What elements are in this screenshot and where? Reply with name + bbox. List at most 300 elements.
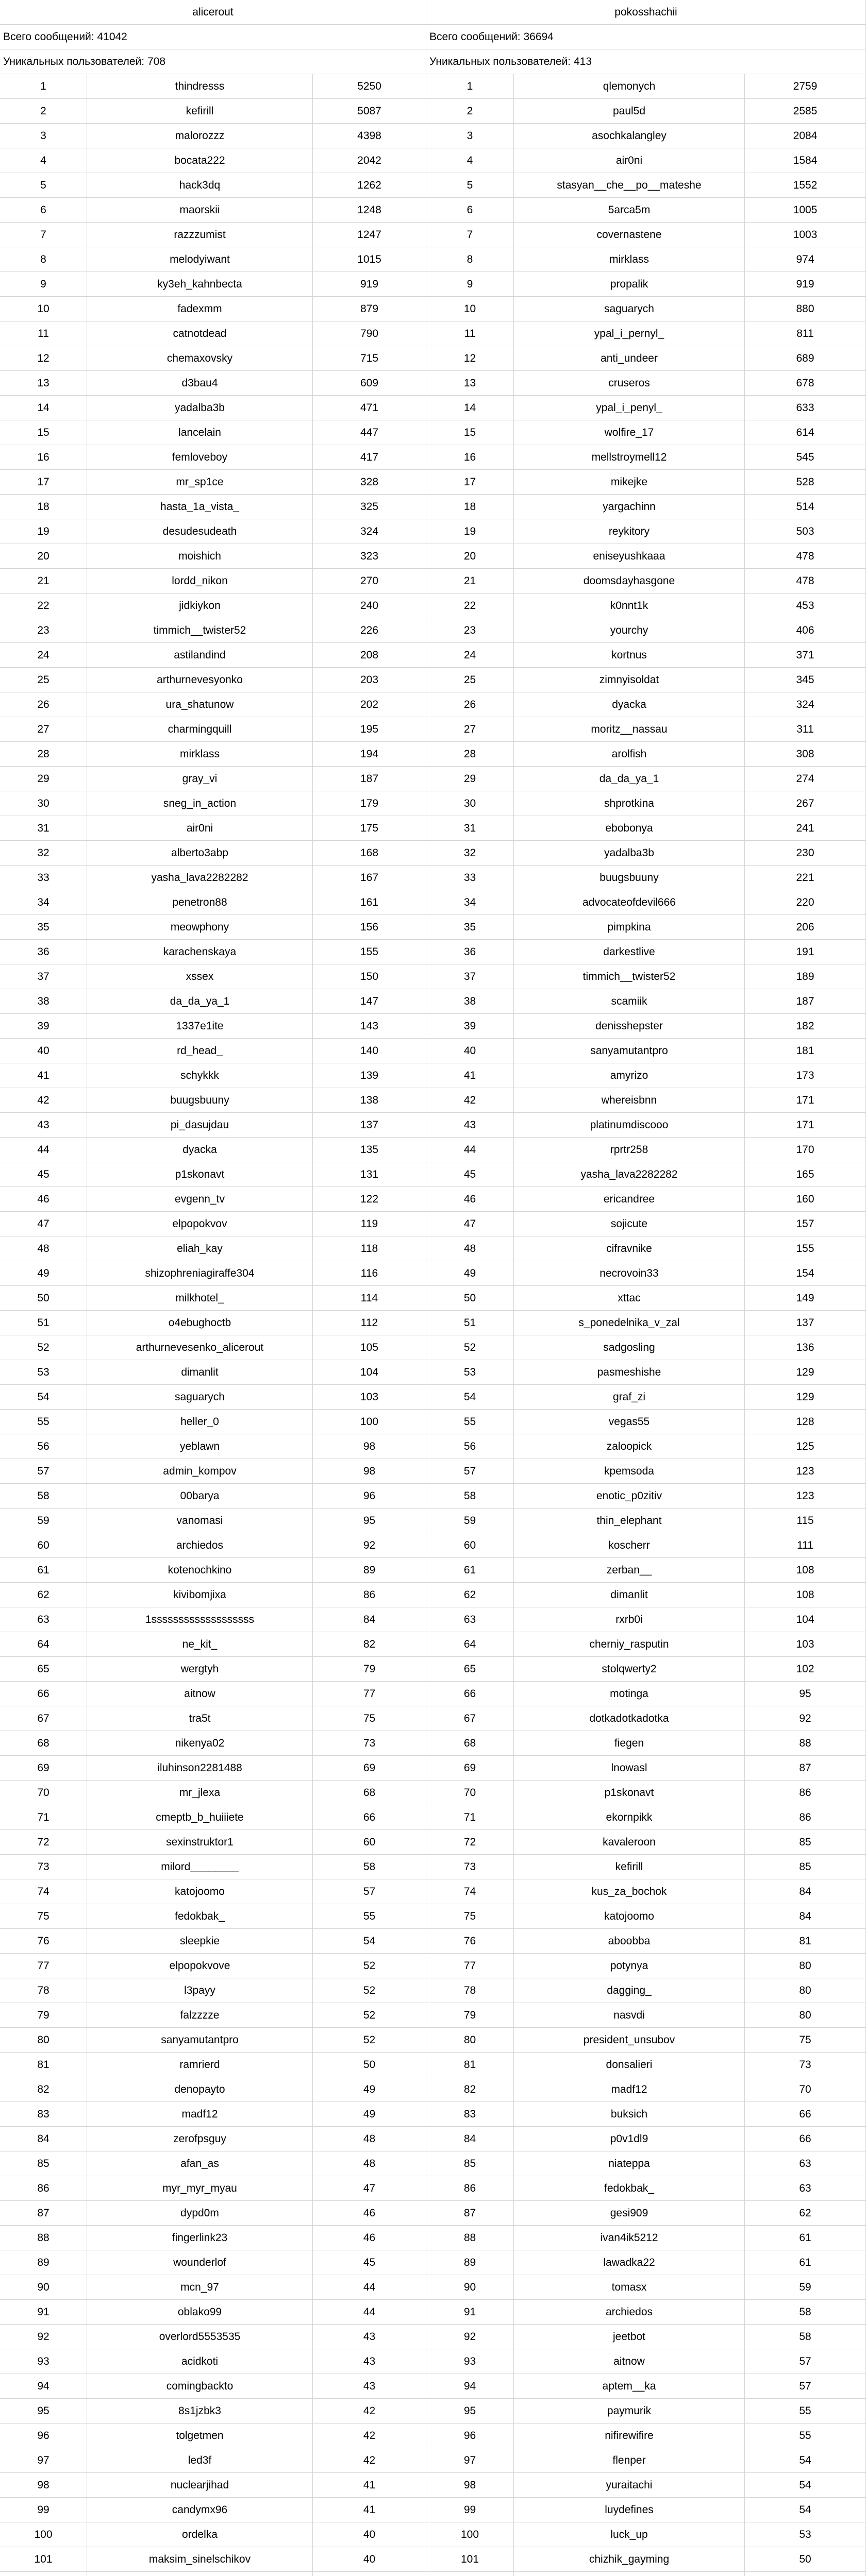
username-cell[interactable]: alberto3abp bbox=[87, 841, 313, 866]
rank-cell[interactable]: 41 bbox=[426, 1063, 514, 1088]
rank-cell[interactable]: 78 bbox=[426, 1978, 514, 2003]
username-cell[interactable]: vanomasi bbox=[87, 1509, 313, 1533]
message-count-cell[interactable]: 122 bbox=[313, 1187, 426, 1212]
rank-cell[interactable]: 24 bbox=[426, 643, 514, 668]
rank-cell[interactable]: 51 bbox=[0, 1311, 87, 1335]
rank-cell[interactable]: 88 bbox=[0, 2226, 87, 2250]
message-count-cell[interactable]: 136 bbox=[745, 1335, 866, 1360]
message-count-cell[interactable]: 478 bbox=[745, 544, 866, 569]
username-cell[interactable]: flenper bbox=[514, 2448, 745, 2473]
username-cell[interactable]: fingerlink23 bbox=[87, 2226, 313, 2250]
rank-cell[interactable]: 81 bbox=[426, 2053, 514, 2077]
username-cell[interactable]: saguarych bbox=[87, 1385, 313, 1410]
username-cell[interactable]: katojoomo bbox=[514, 1904, 745, 1929]
username-cell[interactable]: cmeptb_b_huiiiete bbox=[87, 1805, 313, 1830]
username-cell[interactable]: nuclearjihad bbox=[87, 2473, 313, 2498]
username-cell[interactable]: nikenya02 bbox=[87, 1731, 313, 1756]
message-count-cell[interactable]: 66 bbox=[745, 2102, 866, 2127]
message-count-cell[interactable]: 66 bbox=[313, 1805, 426, 1830]
message-count-cell[interactable]: 86 bbox=[313, 1583, 426, 1607]
username-cell[interactable]: eliah_kay bbox=[87, 1236, 313, 1261]
username-cell[interactable]: 1337e1ite bbox=[87, 1014, 313, 1039]
rank-cell[interactable]: 75 bbox=[426, 1904, 514, 1929]
username-cell[interactable]: kortnus bbox=[514, 643, 745, 668]
username-cell[interactable]: d3bau4 bbox=[87, 371, 313, 396]
message-count-cell[interactable]: 195 bbox=[313, 717, 426, 742]
message-count-cell[interactable]: 108 bbox=[745, 1583, 866, 1607]
message-count-cell[interactable]: 447 bbox=[313, 420, 426, 445]
rank-cell[interactable]: 44 bbox=[0, 1138, 87, 1162]
message-count-cell[interactable]: 171 bbox=[745, 1088, 866, 1113]
rank-cell[interactable]: 79 bbox=[426, 2003, 514, 2028]
message-count-cell[interactable]: 89 bbox=[313, 1558, 426, 1583]
rank-cell[interactable]: 55 bbox=[426, 1410, 514, 1434]
rank-cell[interactable]: 22 bbox=[0, 594, 87, 618]
rank-cell[interactable]: 4 bbox=[426, 148, 514, 173]
rank-cell[interactable]: 65 bbox=[0, 1657, 87, 1682]
message-count-cell[interactable]: 61 bbox=[745, 2226, 866, 2250]
message-count-cell[interactable]: 175 bbox=[313, 816, 426, 841]
rank-cell[interactable]: 73 bbox=[0, 1855, 87, 1879]
message-count-cell[interactable]: 92 bbox=[745, 1706, 866, 1731]
message-count-cell[interactable]: 70 bbox=[745, 2077, 866, 2102]
username-cell[interactable]: p1skonavt bbox=[514, 1781, 745, 1805]
rank-cell[interactable]: 100 bbox=[426, 2522, 514, 2547]
message-count-cell[interactable]: 324 bbox=[745, 692, 866, 717]
rank-cell[interactable]: 67 bbox=[0, 1706, 87, 1731]
rank-cell[interactable]: 71 bbox=[426, 1805, 514, 1830]
rank-cell[interactable]: 48 bbox=[426, 1236, 514, 1261]
message-count-cell[interactable]: 528 bbox=[745, 470, 866, 495]
message-count-cell[interactable]: 2042 bbox=[313, 148, 426, 173]
rank-cell[interactable]: 17 bbox=[426, 470, 514, 495]
rank-cell[interactable]: 33 bbox=[0, 866, 87, 890]
message-count-cell[interactable]: 54 bbox=[745, 2498, 866, 2522]
message-count-cell[interactable]: 87 bbox=[745, 1756, 866, 1781]
message-count-cell[interactable]: 1584 bbox=[745, 148, 866, 173]
rank-cell[interactable]: 10 bbox=[426, 297, 514, 321]
rank-cell[interactable]: 33 bbox=[426, 866, 514, 890]
username-cell[interactable]: potynya bbox=[514, 1954, 745, 1978]
message-count-cell[interactable]: 147 bbox=[313, 989, 426, 1014]
rank-cell[interactable]: 81 bbox=[0, 2053, 87, 2077]
username-cell[interactable]: penetron88 bbox=[87, 890, 313, 915]
rank-cell[interactable]: 8 bbox=[426, 247, 514, 272]
rank-cell[interactable]: 11 bbox=[0, 321, 87, 346]
rank-cell[interactable]: 82 bbox=[426, 2077, 514, 2102]
rank-cell[interactable]: 39 bbox=[426, 1014, 514, 1039]
message-count-cell[interactable]: 55 bbox=[313, 1904, 426, 1929]
message-count-cell[interactable]: 230 bbox=[745, 841, 866, 866]
rank-cell[interactable]: 60 bbox=[426, 1533, 514, 1558]
message-count-cell[interactable]: 57 bbox=[745, 2374, 866, 2399]
message-count-cell[interactable]: 1552 bbox=[745, 173, 866, 198]
rank-cell[interactable]: 32 bbox=[0, 841, 87, 866]
username-cell[interactable]: sanyamutantpro bbox=[87, 2028, 313, 2053]
username-cell[interactable]: sadgosling bbox=[514, 1335, 745, 1360]
rank-cell[interactable]: 25 bbox=[0, 668, 87, 692]
rank-cell[interactable]: 39 bbox=[0, 1014, 87, 1039]
message-count-cell[interactable]: 137 bbox=[745, 1311, 866, 1335]
rank-cell[interactable]: 14 bbox=[0, 396, 87, 420]
channel-title[interactable]: pokosshachii bbox=[426, 0, 866, 25]
username-cell[interactable]: sojicute bbox=[514, 1212, 745, 1236]
rank-cell[interactable]: 19 bbox=[426, 519, 514, 544]
username-cell[interactable]: hack3dq bbox=[87, 173, 313, 198]
message-count-cell[interactable]: 52 bbox=[313, 2028, 426, 2053]
message-count-cell[interactable]: 324 bbox=[313, 519, 426, 544]
message-count-cell[interactable]: 187 bbox=[313, 767, 426, 791]
rank-cell[interactable]: 62 bbox=[426, 1583, 514, 1607]
username-cell[interactable]: falzzzze bbox=[87, 2003, 313, 2028]
message-count-cell[interactable]: 86 bbox=[745, 1781, 866, 1805]
username-cell[interactable]: mcn_97 bbox=[87, 2275, 313, 2300]
message-count-cell[interactable]: 715 bbox=[313, 346, 426, 371]
username-cell[interactable]: timmich__twister52 bbox=[514, 964, 745, 989]
username-cell[interactable]: kavaleroon bbox=[514, 1830, 745, 1855]
message-count-cell[interactable]: 614 bbox=[745, 420, 866, 445]
message-count-cell[interactable]: 73 bbox=[313, 1731, 426, 1756]
message-count-cell[interactable]: 138 bbox=[313, 1088, 426, 1113]
username-cell[interactable]: iluhinson2281488 bbox=[87, 1756, 313, 1781]
username-cell[interactable]: katojoomo bbox=[87, 1879, 313, 1904]
rank-cell[interactable]: 18 bbox=[0, 495, 87, 519]
rank-cell[interactable]: 21 bbox=[426, 569, 514, 594]
rank-cell[interactable]: 52 bbox=[426, 1335, 514, 1360]
username-cell[interactable]: archiedos bbox=[87, 1533, 313, 1558]
message-count-cell[interactable]: 879 bbox=[313, 297, 426, 321]
username-cell[interactable]: moritz__nassau bbox=[514, 717, 745, 742]
username-cell[interactable]: arthurnevesyonko bbox=[87, 668, 313, 692]
rank-cell[interactable]: 30 bbox=[426, 791, 514, 816]
message-count-cell[interactable]: 66 bbox=[745, 2127, 866, 2151]
username-cell[interactable]: maorskii bbox=[87, 198, 313, 223]
rank-cell[interactable]: 61 bbox=[0, 1558, 87, 1583]
rank-cell[interactable]: 48 bbox=[0, 1236, 87, 1261]
message-count-cell[interactable]: 1005 bbox=[745, 198, 866, 223]
username-cell[interactable]: acidkoti bbox=[87, 2349, 313, 2374]
message-count-cell[interactable]: 311 bbox=[745, 717, 866, 742]
username-cell[interactable] bbox=[87, 2572, 313, 2576]
username-cell[interactable]: comingbackto bbox=[87, 2374, 313, 2399]
username-cell[interactable]: zimnyisoldat bbox=[514, 668, 745, 692]
rank-cell[interactable]: 97 bbox=[426, 2448, 514, 2473]
rank-cell[interactable]: 66 bbox=[426, 1682, 514, 1706]
rank-cell[interactable]: 94 bbox=[0, 2374, 87, 2399]
message-count-cell[interactable]: 50 bbox=[313, 2053, 426, 2077]
rank-cell[interactable]: 3 bbox=[426, 124, 514, 148]
message-count-cell[interactable]: 203 bbox=[313, 668, 426, 692]
rank-cell[interactable]: 62 bbox=[0, 1583, 87, 1607]
username-cell[interactable]: overlord5553535 bbox=[87, 2325, 313, 2349]
username-cell[interactable]: scamiik bbox=[514, 989, 745, 1014]
username-cell[interactable]: buugsbuuny bbox=[514, 866, 745, 890]
username-cell[interactable]: madf12 bbox=[87, 2102, 313, 2127]
rank-cell[interactable]: 2 bbox=[426, 99, 514, 124]
username-cell[interactable]: xssex bbox=[87, 964, 313, 989]
username-cell[interactable]: afan_as bbox=[87, 2151, 313, 2176]
message-count-cell[interactable]: 140 bbox=[313, 1039, 426, 1063]
rank-cell[interactable]: 64 bbox=[426, 1632, 514, 1657]
username-cell[interactable]: bocata222 bbox=[87, 148, 313, 173]
message-count-cell[interactable]: 678 bbox=[745, 371, 866, 396]
message-count-cell[interactable]: 241 bbox=[745, 816, 866, 841]
rank-cell[interactable]: 1 bbox=[0, 74, 87, 99]
message-count-cell[interactable]: 115 bbox=[745, 1509, 866, 1533]
message-count-cell[interactable]: 189 bbox=[745, 964, 866, 989]
username-cell[interactable]: gray_vi bbox=[87, 767, 313, 791]
message-count-cell[interactable] bbox=[313, 2572, 426, 2576]
username-cell[interactable]: mellstroymell12 bbox=[514, 445, 745, 470]
message-count-cell[interactable]: 46 bbox=[313, 2226, 426, 2250]
rank-cell[interactable]: 1 bbox=[426, 74, 514, 99]
message-count-cell[interactable]: 114 bbox=[313, 1286, 426, 1311]
username-cell[interactable]: lawadka22 bbox=[514, 2250, 745, 2275]
rank-cell[interactable]: 63 bbox=[0, 1607, 87, 1632]
rank-cell[interactable]: 82 bbox=[0, 2077, 87, 2102]
message-count-cell[interactable]: 1248 bbox=[313, 198, 426, 223]
username-cell[interactable]: aboobba bbox=[514, 1929, 745, 1954]
username-cell[interactable]: milord________ bbox=[87, 1855, 313, 1879]
message-count-cell[interactable]: 43 bbox=[313, 2325, 426, 2349]
message-count-cell[interactable]: 150 bbox=[313, 964, 426, 989]
username-cell[interactable]: paymurik bbox=[514, 2399, 745, 2424]
username-cell[interactable]: covernastene bbox=[514, 223, 745, 247]
rank-cell[interactable]: 46 bbox=[0, 1187, 87, 1212]
username-cell[interactable]: mirklass bbox=[514, 247, 745, 272]
username-cell[interactable]: tolgetmen bbox=[87, 2424, 313, 2448]
rank-cell[interactable]: 28 bbox=[0, 742, 87, 767]
rank-cell[interactable]: 11 bbox=[426, 321, 514, 346]
message-count-cell[interactable]: 119 bbox=[313, 1212, 426, 1236]
rank-cell[interactable]: 34 bbox=[426, 890, 514, 915]
rank-cell[interactable]: 85 bbox=[426, 2151, 514, 2176]
message-count-cell[interactable]: 44 bbox=[313, 2300, 426, 2325]
message-count-cell[interactable]: 80 bbox=[745, 1954, 866, 1978]
username-cell[interactable]: mr_jlexa bbox=[87, 1781, 313, 1805]
rank-cell[interactable]: 54 bbox=[426, 1385, 514, 1410]
rank-cell[interactable]: 98 bbox=[0, 2473, 87, 2498]
rank-cell[interactable]: 29 bbox=[426, 767, 514, 791]
rank-cell[interactable]: 99 bbox=[0, 2498, 87, 2522]
username-cell[interactable]: jidkiykon bbox=[87, 594, 313, 618]
username-cell[interactable]: buugsbuuny bbox=[87, 1088, 313, 1113]
rank-cell[interactable]: 54 bbox=[0, 1385, 87, 1410]
message-count-cell[interactable]: 79 bbox=[313, 1657, 426, 1682]
username-cell[interactable]: ura_shatunow bbox=[87, 692, 313, 717]
username-cell[interactable]: 00barya bbox=[87, 1484, 313, 1509]
rank-cell[interactable]: 74 bbox=[0, 1879, 87, 1904]
username-cell[interactable]: s_ponedelnika_v_zal bbox=[514, 1311, 745, 1335]
message-count-cell[interactable]: 53 bbox=[745, 2522, 866, 2547]
username-cell[interactable]: admin_kompov bbox=[87, 1459, 313, 1484]
rank-cell[interactable]: 30 bbox=[0, 791, 87, 816]
username-cell[interactable]: wergtyh bbox=[87, 1657, 313, 1682]
message-count-cell[interactable]: 41 bbox=[313, 2473, 426, 2498]
rank-cell[interactable]: 20 bbox=[0, 544, 87, 569]
rank-cell[interactable]: 20 bbox=[426, 544, 514, 569]
message-count-cell[interactable]: 168 bbox=[313, 841, 426, 866]
message-count-cell[interactable]: 371 bbox=[745, 643, 866, 668]
rank-cell[interactable]: 19 bbox=[0, 519, 87, 544]
rank-cell[interactable]: 84 bbox=[0, 2127, 87, 2151]
message-count-cell[interactable] bbox=[745, 2572, 866, 2576]
rank-cell[interactable]: 2 bbox=[0, 99, 87, 124]
rank-cell[interactable]: 90 bbox=[426, 2275, 514, 2300]
rank-cell[interactable]: 72 bbox=[0, 1830, 87, 1855]
message-count-cell[interactable]: 54 bbox=[313, 1929, 426, 1954]
rank-cell[interactable]: 42 bbox=[0, 1088, 87, 1113]
username-cell[interactable]: milkhotel_ bbox=[87, 1286, 313, 1311]
message-count-cell[interactable]: 345 bbox=[745, 668, 866, 692]
message-count-cell[interactable]: 80 bbox=[745, 1978, 866, 2003]
rank-cell[interactable]: 45 bbox=[0, 1162, 87, 1187]
username-cell[interactable]: ne_kit_ bbox=[87, 1632, 313, 1657]
message-count-cell[interactable]: 267 bbox=[745, 791, 866, 816]
username-cell[interactable]: chizhik_gayming bbox=[514, 2547, 745, 2572]
username-cell[interactable]: schykkk bbox=[87, 1063, 313, 1088]
username-cell[interactable]: ivan4ik5212 bbox=[514, 2226, 745, 2250]
rank-cell[interactable]: 91 bbox=[0, 2300, 87, 2325]
message-count-cell[interactable]: 790 bbox=[313, 321, 426, 346]
rank-cell[interactable]: 95 bbox=[0, 2399, 87, 2424]
rank-cell[interactable]: 75 bbox=[0, 1904, 87, 1929]
username-cell[interactable]: denopayto bbox=[87, 2077, 313, 2102]
username-cell[interactable]: shizophreniagiraffe304 bbox=[87, 1261, 313, 1286]
username-cell[interactable]: charmingquill bbox=[87, 717, 313, 742]
username-cell[interactable]: paul5d bbox=[514, 99, 745, 124]
rank-cell[interactable]: 46 bbox=[426, 1187, 514, 1212]
message-count-cell[interactable]: 155 bbox=[313, 940, 426, 964]
message-count-cell[interactable]: 4398 bbox=[313, 124, 426, 148]
message-count-cell[interactable]: 206 bbox=[745, 915, 866, 940]
username-cell[interactable]: ericandree bbox=[514, 1187, 745, 1212]
rank-cell[interactable]: 93 bbox=[426, 2349, 514, 2374]
message-count-cell[interactable]: 154 bbox=[745, 1261, 866, 1286]
username-cell[interactable]: led3f bbox=[87, 2448, 313, 2473]
rank-cell[interactable]: 26 bbox=[0, 692, 87, 717]
message-count-cell[interactable]: 104 bbox=[745, 1607, 866, 1632]
message-count-cell[interactable]: 46 bbox=[313, 2201, 426, 2226]
username-cell[interactable]: tra5t bbox=[87, 1706, 313, 1731]
username-cell[interactable]: sanyamutantpro bbox=[514, 1039, 745, 1063]
username-cell[interactable]: arolfish bbox=[514, 742, 745, 767]
username-cell[interactable]: xttac bbox=[514, 1286, 745, 1311]
message-count-cell[interactable]: 86 bbox=[745, 1805, 866, 1830]
rank-cell[interactable]: 28 bbox=[426, 742, 514, 767]
message-count-cell[interactable]: 453 bbox=[745, 594, 866, 618]
username-cell[interactable]: aptem__ka bbox=[514, 2374, 745, 2399]
total-messages[interactable]: Всего сообщений: 36694 bbox=[426, 25, 866, 49]
rank-cell[interactable]: 99 bbox=[426, 2498, 514, 2522]
rank-cell[interactable]: 5 bbox=[0, 173, 87, 198]
message-count-cell[interactable]: 165 bbox=[745, 1162, 866, 1187]
rank-cell[interactable]: 63 bbox=[426, 1607, 514, 1632]
message-count-cell[interactable]: 220 bbox=[745, 890, 866, 915]
message-count-cell[interactable]: 240 bbox=[313, 594, 426, 618]
rank-cell[interactable]: 80 bbox=[426, 2028, 514, 2053]
message-count-cell[interactable]: 633 bbox=[745, 396, 866, 420]
message-count-cell[interactable]: 1015 bbox=[313, 247, 426, 272]
message-count-cell[interactable]: 167 bbox=[313, 866, 426, 890]
message-count-cell[interactable]: 88 bbox=[745, 1731, 866, 1756]
username-cell[interactable]: chemaxovsky bbox=[87, 346, 313, 371]
rank-cell[interactable]: 17 bbox=[0, 470, 87, 495]
username-cell[interactable]: pasmeshishe bbox=[514, 1360, 745, 1385]
message-count-cell[interactable]: 179 bbox=[313, 791, 426, 816]
rank-cell[interactable]: 9 bbox=[426, 272, 514, 297]
message-count-cell[interactable]: 100 bbox=[313, 1410, 426, 1434]
rank-cell[interactable]: 90 bbox=[0, 2275, 87, 2300]
rank-cell[interactable]: 15 bbox=[0, 420, 87, 445]
message-count-cell[interactable]: 182 bbox=[745, 1014, 866, 1039]
rank-cell[interactable]: 23 bbox=[0, 618, 87, 643]
rank-cell[interactable]: 84 bbox=[426, 2127, 514, 2151]
rank-cell[interactable]: 58 bbox=[426, 1484, 514, 1509]
message-count-cell[interactable]: 55 bbox=[745, 2399, 866, 2424]
username-cell[interactable]: moishich bbox=[87, 544, 313, 569]
rank-cell[interactable]: 57 bbox=[0, 1459, 87, 1484]
rank-cell[interactable]: 49 bbox=[0, 1261, 87, 1286]
message-count-cell[interactable]: 52 bbox=[313, 1978, 426, 2003]
username-cell[interactable]: whereisbnn bbox=[514, 1088, 745, 1113]
message-count-cell[interactable]: 143 bbox=[313, 1014, 426, 1039]
username-cell[interactable]: anti_undeer bbox=[514, 346, 745, 371]
message-count-cell[interactable]: 85 bbox=[745, 1830, 866, 1855]
rank-cell[interactable]: 27 bbox=[426, 717, 514, 742]
rank-cell[interactable]: 70 bbox=[426, 1781, 514, 1805]
rank-cell[interactable]: 68 bbox=[426, 1731, 514, 1756]
message-count-cell[interactable]: 161 bbox=[313, 890, 426, 915]
message-count-cell[interactable]: 58 bbox=[745, 2325, 866, 2349]
message-count-cell[interactable]: 160 bbox=[745, 1187, 866, 1212]
message-count-cell[interactable]: 139 bbox=[313, 1063, 426, 1088]
rank-cell[interactable]: 24 bbox=[0, 643, 87, 668]
message-count-cell[interactable]: 55 bbox=[745, 2424, 866, 2448]
rank-cell[interactable]: 96 bbox=[0, 2424, 87, 2448]
username-cell[interactable]: yeblawn bbox=[87, 1434, 313, 1459]
username-cell[interactable]: kus_za_bochok bbox=[514, 1879, 745, 1904]
message-count-cell[interactable]: 1262 bbox=[313, 173, 426, 198]
message-count-cell[interactable]: 43 bbox=[313, 2374, 426, 2399]
rank-cell[interactable]: 51 bbox=[426, 1311, 514, 1335]
rank-cell[interactable]: 95 bbox=[426, 2399, 514, 2424]
rank-cell[interactable]: 87 bbox=[0, 2201, 87, 2226]
message-count-cell[interactable]: 63 bbox=[745, 2151, 866, 2176]
message-count-cell[interactable]: 95 bbox=[313, 1509, 426, 1533]
message-count-cell[interactable]: 77 bbox=[313, 1682, 426, 1706]
username-cell[interactable]: lancelain bbox=[87, 420, 313, 445]
message-count-cell[interactable]: 129 bbox=[745, 1385, 866, 1410]
username-cell[interactable]: lnowasl bbox=[514, 1756, 745, 1781]
unique-users[interactable]: Уникальных пользователей: 708 bbox=[0, 49, 426, 74]
message-count-cell[interactable]: 82 bbox=[313, 1632, 426, 1657]
username-cell[interactable]: eniseyushkaaa bbox=[514, 544, 745, 569]
message-count-cell[interactable]: 103 bbox=[745, 1632, 866, 1657]
rank-cell[interactable]: 35 bbox=[0, 915, 87, 940]
message-count-cell[interactable]: 61 bbox=[745, 2250, 866, 2275]
rank-cell[interactable]: 77 bbox=[0, 1954, 87, 1978]
username-cell[interactable]: sexinstruktor1 bbox=[87, 1830, 313, 1855]
username-cell[interactable]: thin_elephant bbox=[514, 1509, 745, 1533]
rank-cell[interactable]: 68 bbox=[0, 1731, 87, 1756]
message-count-cell[interactable]: 58 bbox=[745, 2300, 866, 2325]
username-cell[interactable]: dyacka bbox=[514, 692, 745, 717]
message-count-cell[interactable]: 1003 bbox=[745, 223, 866, 247]
message-count-cell[interactable]: 503 bbox=[745, 519, 866, 544]
username-cell[interactable]: yuraitachi bbox=[514, 2473, 745, 2498]
username-cell[interactable]: pi_dasujdau bbox=[87, 1113, 313, 1138]
